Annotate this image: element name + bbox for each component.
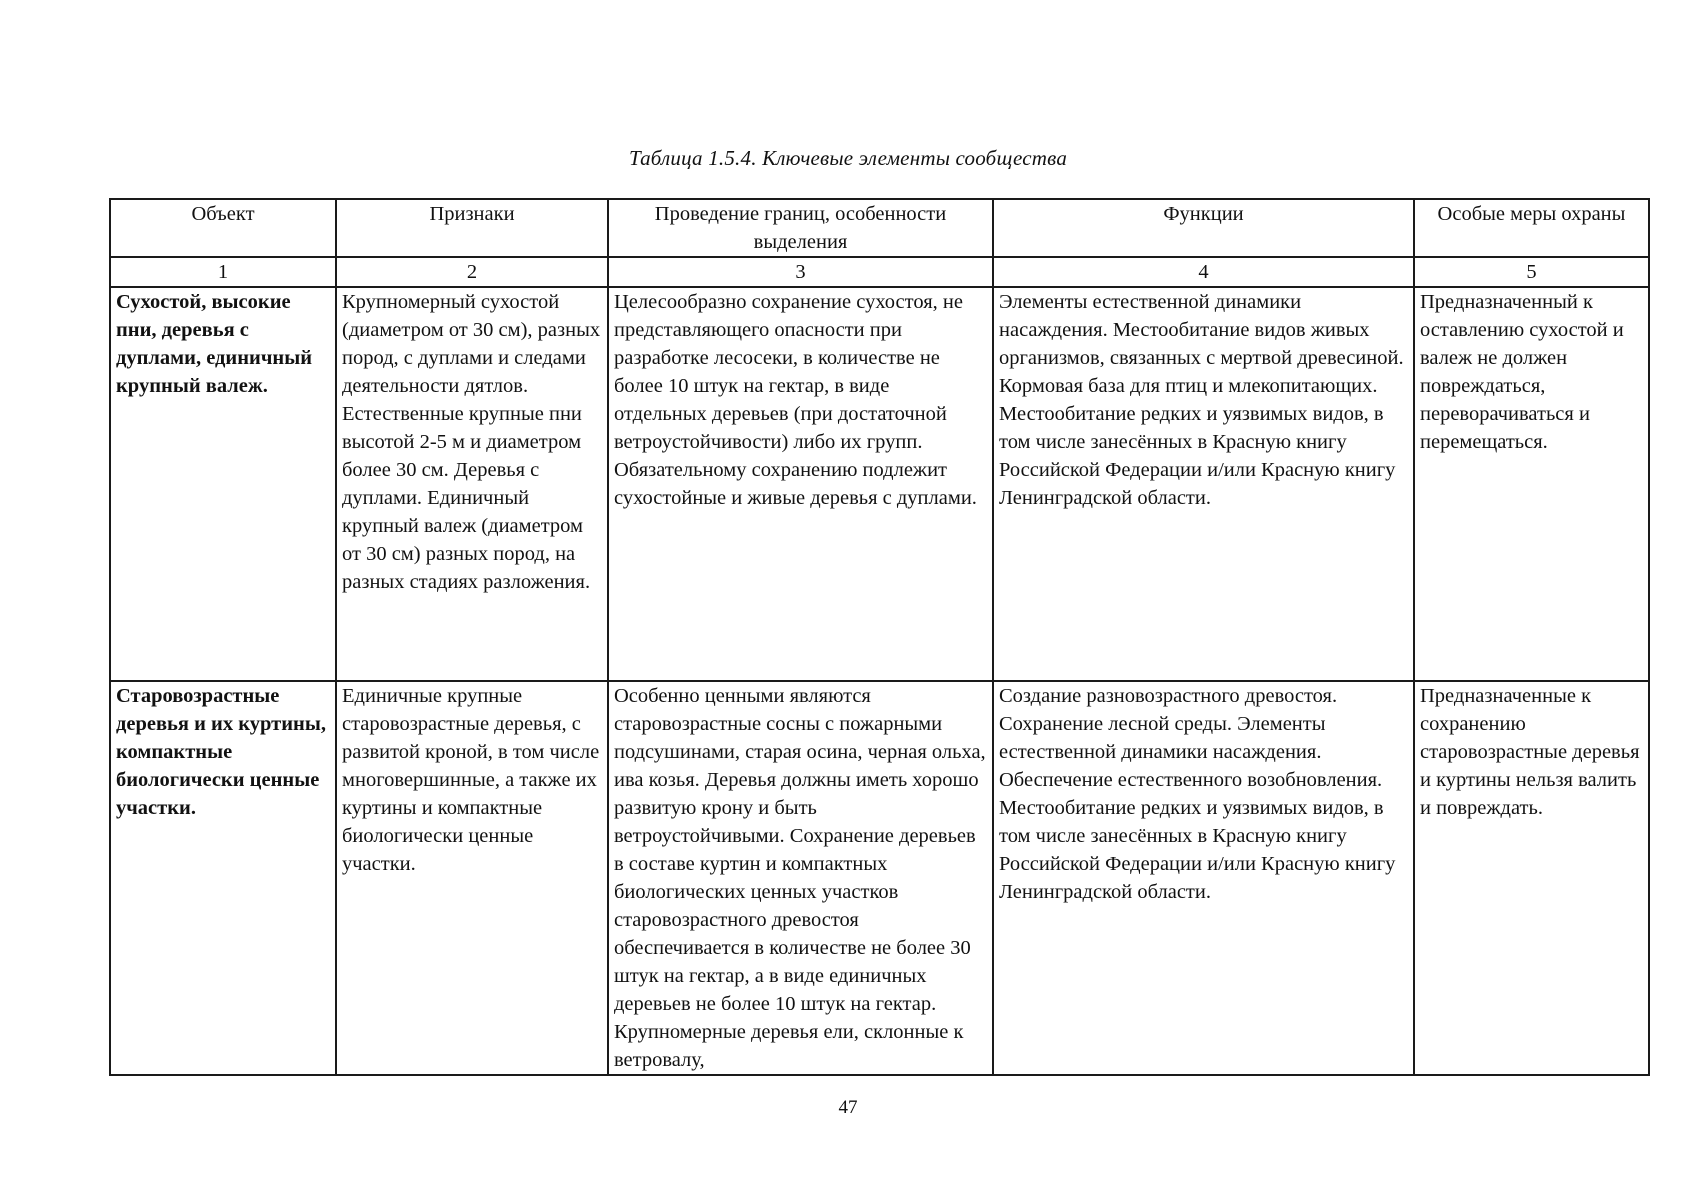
key-elements-table [109, 198, 1650, 1076]
cell-boundaries: Целесообразно сохранение сухостоя, не представляющего опасности при разработке лесосеки, в количестве не более 10 штук на гектар, в виде отдельных деревьев (при достаточной ветроустойчивости) либо их групп. Обязательному сохранению подлежит сухостойные и живые деревья с дуплами. [608, 287, 993, 681]
cell-protection: Предназначенные к сохранению старовозрастные деревья и куртины нельзя валить и повреждать. [1414, 681, 1649, 1075]
header-functions: Функции [993, 199, 1414, 257]
header-signs: Признаки [336, 199, 608, 257]
header-object: Объект [110, 199, 336, 257]
cell-protection: Предназначенный к оставлению сухостой и валеж не должен повреждаться, переворачиваться и перемещаться. [1414, 287, 1649, 681]
cell-object: Старовозрастные деревья и их куртины, компактные биологически ценные участки. [110, 681, 336, 1075]
page-number: 47 [838, 1097, 858, 1118]
column-number: 3 [608, 257, 993, 287]
table-caption: Таблица 1.5.4. Ключевые элементы сообщества [628, 146, 1068, 170]
column-number: 1 [110, 257, 336, 287]
column-number-row [110, 257, 1649, 287]
column-number: 4 [993, 257, 1414, 287]
cell-functions: Элементы естественной динамики насаждения. Местообитание видов живых организмов, связанных с мертвой древесиной. Кормовая база для птиц и млекопитающих. Местообитание редких и уязвимых видов, в том числе занесённых в Красную книгу Российской Федерации и/или Красную книгу Ленинградской области. [993, 287, 1414, 681]
column-number: 5 [1414, 257, 1649, 287]
header-protection: Особые меры охраны [1414, 199, 1649, 257]
cell-signs: Крупномерный сухостой (диаметром от 30 см), разных пород, с дуплами и следами деятельности дятлов. Естественные крупные пни высотой 2-5 м и диаметром более 30 см. Деревья с дуплами. Единичный крупный валеж (диаметром от 30 см) разных пород, на разных стадиях разложения. [336, 287, 608, 681]
header-boundaries: Проведение границ, особенности выделения [608, 199, 993, 257]
cell-boundaries: Особенно ценными являются старовозрастные сосны с пожарными подсушинами, старая осина, черная ольха, ива козья. Деревья должны иметь хорошо развитую крону и быть ветроустойчивыми. Сохранение деревьев в составе куртин и компактных биологических ценных участков старовозрастного древостоя обеспечивается в количестве не более 30 штук на гектар, а в виде единичных деревьев не более 10 штук на гектар. Крупномерные деревья ели, склонные к ветровалу, [608, 681, 993, 1075]
cell-signs: Единичные крупные старовозрастные деревья, с развитой кроной, в том числе многовершинные, а также их куртины и компактные биологически ценные участки. [336, 681, 608, 1075]
table-row [110, 681, 1649, 1075]
table-row [110, 287, 1649, 681]
column-number: 2 [336, 257, 608, 287]
cell-functions: Создание разновозрастного древостоя. Сохранение лесной среды. Элементы естественной динамики насаждения. Обеспечение естественного возобновления. Местообитание редких и уязвимых видов, в том числе занесённых в Красную книгу Российской Федерации и/или Красную книгу Ленинградской области. [993, 681, 1414, 1075]
table-header-row [110, 199, 1649, 257]
cell-object: Сухостой, высокие пни, деревья с дуплами, единичный крупный валеж. [110, 287, 336, 681]
